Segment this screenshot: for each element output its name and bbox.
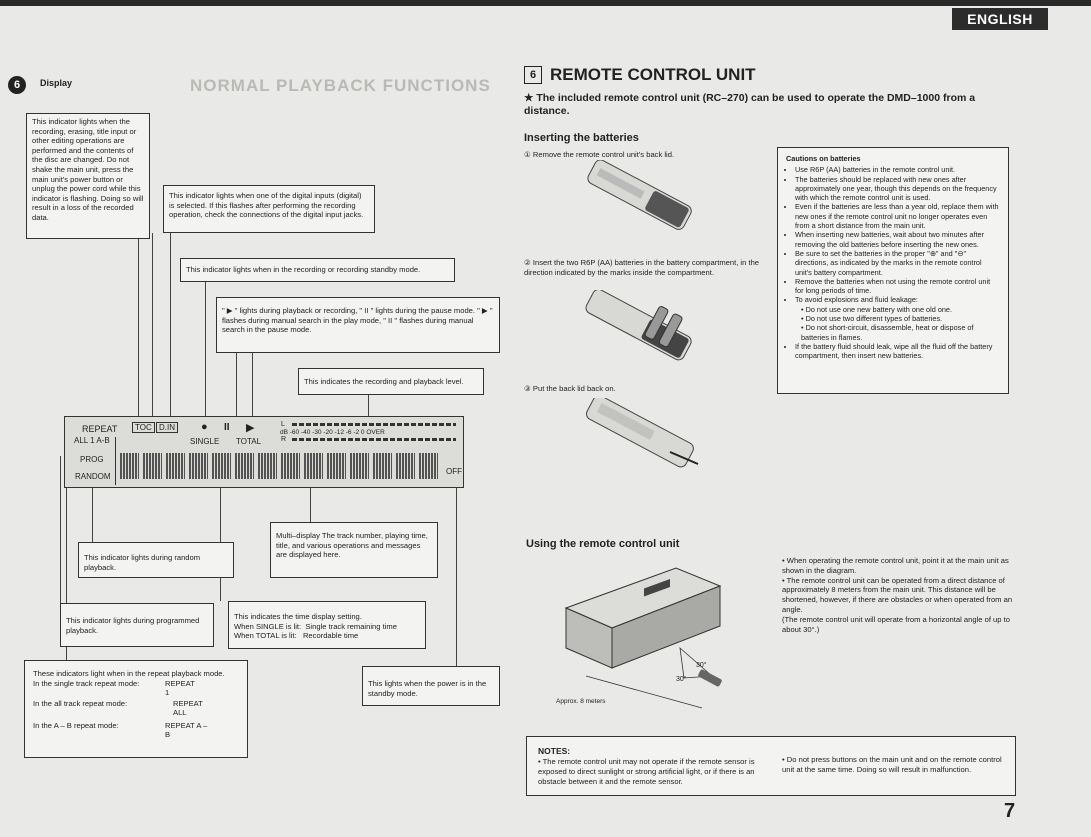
angle-label-top: 30° [696, 662, 707, 669]
multi-display-char [143, 453, 162, 479]
multi-display-note: Multi–display The track number, playing time, title, and various operations and messages are displayed here. [270, 522, 438, 578]
time-display-text: This indicates the time display setting. [234, 612, 362, 621]
multi-display-char [373, 453, 392, 479]
using-item: • The remote control unit can be operated from a direct distance of approximately 8 meters from the main unit. This distance will be shortened, however, if there are obstacles or when operated from an angle. [782, 575, 1013, 614]
display-prog-label: PROG [80, 455, 104, 464]
note-item: • Do not press buttons on the main unit and on the remote control unit at the same time. Doing so will result in malfunction. [782, 755, 1002, 774]
multi-display-char [396, 453, 415, 479]
note-item: • The remote control unit may not operate if the remote sensor is exposed to direct sunlight or strong artificial light, or if there is an obstacle between it and the remote sensor. [538, 757, 755, 786]
leader-line [138, 239, 139, 417]
multi-display-char [212, 453, 231, 479]
display-rec-icon: ● [201, 421, 208, 433]
note-item-text: Do not press buttons on the main unit and on the remote control unit at the same time. Doing so will result in malfunction. [782, 755, 1002, 774]
time-single-value: Single track remaining time [305, 621, 397, 631]
remote-lid-removal-illustration [580, 160, 700, 232]
time-total-row [234, 631, 420, 641]
random-note: This indicator lights during random playback. [78, 542, 234, 578]
level-meter-right [292, 438, 456, 441]
repeat-all-row [33, 699, 239, 721]
rec-standby-note: This indicator lights when in the recording or recording standby mode. [180, 258, 455, 282]
multi-display-char [281, 453, 300, 479]
time-single-row [234, 622, 420, 632]
rec-indicator-note: This indicator lights when the recording, erasing, title input or other editing operations are performed and the contents of the disc are changed. Do not shake the main unit, press the main unit's power button or unplug the power cord while this indicator is flashing. Doing so will result in a loss of the recorded data. [26, 113, 150, 239]
leader-line [310, 486, 311, 522]
ghost-title: NORMAL PLAYBACK FUNCTIONS [190, 76, 491, 95]
time-total-value: Recordable time [302, 631, 359, 641]
top-edge-bar [0, 0, 1091, 6]
programmed-note: This indicator lights during programmed playback. [60, 603, 214, 647]
using-item [782, 615, 1014, 635]
caution-item: • Use R6P (AA) batteries in the remote control unit. [795, 165, 1000, 174]
distance-label: Approx. 8 meters [556, 698, 606, 705]
page-number: 7 [1004, 800, 1016, 822]
leader-line [92, 486, 93, 542]
level-meter-left [292, 423, 456, 426]
digital-input-note: This indicator lights when one of the digital inputs (digital) is selected. If this flashes after performing the recording operation, check the connections of the digital input jacks. [163, 185, 375, 233]
repeat-ab-label: In the A – B repeat mode: [33, 720, 119, 730]
standby-note: This lights when the power is in the standby mode. [362, 666, 500, 706]
caution-item: • Be sure to set the batteries in the proper "⊕" and "⊖" directions, as indicated by the marks in the remote control unit's battery compartment. [795, 249, 1000, 277]
using-item: • When operating the remote control unit, point it at the main unit as shown in the diagram. [782, 556, 1009, 575]
multi-display-char [304, 453, 323, 479]
display-l-label: L [281, 421, 285, 428]
caution-item: • The batteries should be replaced with new ones after approximately one year, though this depends on the frequency with which the remote control unit is used. [795, 175, 1000, 203]
display-random-label: RANDOM [75, 472, 111, 481]
time-total-label: When TOTAL is lit: [234, 631, 297, 641]
display-pause-icon: II [224, 422, 230, 433]
display-heading: Display [40, 78, 73, 88]
inserting-heading: Inserting the batteries [524, 132, 639, 144]
remote-operation-diagram [552, 556, 762, 716]
leader-line [368, 395, 369, 417]
remote-section-number: 6 [524, 66, 542, 84]
note-item-text: The remote control unit may not operate if the remote sensor is exposed to direct sunlight or strong artificial light, or if there is an obstacle between it and the remote sensor. [538, 757, 755, 786]
leader-line [152, 233, 153, 417]
repeat-single-row [33, 679, 239, 699]
step-1: ① Remove the remote control unit's back lid. [524, 150, 675, 159]
play-pause-note: " ▶ " lights during playback or recording, " II " lights during the pause mode. " ▶ " flashes during manual search in the play mode, " II " flashes during manual search in the pause mode. [216, 297, 500, 353]
display-play-icon: ▶ [246, 422, 255, 434]
multi-display-char [120, 453, 139, 479]
time-display-note [228, 601, 426, 649]
remote-lid-replace-illustration [578, 398, 708, 470]
repeat-single-value: REPEAT 1 [165, 678, 195, 698]
remote-battery-insert-illustration [578, 290, 708, 364]
cautions-box [777, 147, 1009, 394]
caution-subitem: • Do not use two different types of batteries. [801, 314, 943, 324]
display-repeat-label: REPEAT [82, 424, 118, 434]
language-tab: ENGLISH [952, 8, 1048, 30]
multi-display-char [189, 453, 208, 479]
repeat-ab-row [33, 721, 239, 741]
caution-item: • Remove the batteries when not using the remote control unit for long periods of time. [795, 277, 1000, 296]
section-number-badge: 6 [8, 76, 26, 94]
multi-display-char [235, 453, 254, 479]
level-note: This indicates the recording and playback level. [298, 368, 484, 395]
using-text [782, 556, 1014, 634]
caution-subitem: • Do not use one new battery with one old one. [801, 304, 953, 314]
multi-display-char [350, 453, 369, 479]
repeat-all-label: In the all track repeat mode: [33, 698, 128, 708]
caution-item: • To avoid explosions and fluid leakage: [795, 295, 1000, 304]
multi-display-char [258, 453, 277, 479]
display-toc-label: TOC [132, 422, 155, 433]
using-item-text: The remote control unit can be operated from a direct distance of approximately 8 meters from the main unit. This distance will be shortened, however, if there are obstacles or when operated from an angle. [782, 575, 1013, 614]
leader-line [205, 282, 206, 417]
repeat-note [24, 660, 248, 758]
leader-line [456, 480, 457, 666]
step-2: ② Insert the two R6P (AA) batteries in the battery compartment, in the direction indicated by the marks inside the compartment. [524, 258, 760, 277]
remote-intro: ★ The included remote control unit (RC–270) can be used to operate the DMD–1000 from a distance. [524, 92, 976, 117]
display-single-label: SINGLE [190, 437, 220, 446]
leader-line [60, 456, 61, 604]
using-item-text: (The remote control unit will operate from a horizontal angle of up to about 30°.) [782, 614, 1010, 634]
caution-item: • When inserting new batteries, wait about two minutes after removing the old batteries before inserting the new ones. [795, 230, 1000, 249]
leader-line [252, 353, 253, 417]
multi-display-char [166, 453, 185, 479]
multi-display-char [419, 453, 438, 479]
repeat-all-value: REPEAT ALL [173, 698, 203, 718]
display-db-scale: dB -60 -40 -30 -20 -12 -6 -2 0 OVER [280, 429, 385, 436]
cautions-title: Cautions on batteries [786, 154, 861, 163]
using-heading: Using the remote control unit [526, 538, 680, 550]
display-r-label: R [281, 436, 287, 443]
caution-item: • Even if the batteries are less than a year old, replace them with new ones if the remote control unit no longer operates even from a short distance from the main unit. [795, 202, 1000, 230]
remote-section-title: REMOTE CONTROL UNIT [550, 65, 756, 84]
repeat-intro: These indicators light when in the repeat playback mode. [33, 669, 225, 678]
leader-line [236, 353, 237, 417]
display-off-label: OFF [446, 467, 462, 476]
display-total-label: TOTAL [236, 437, 262, 446]
leader-line [170, 233, 171, 417]
angle-label-bottom: 30° [676, 676, 687, 683]
time-single-label: When SINGLE is lit: [234, 621, 302, 631]
step-3: ③ Put the back lid back on. [524, 384, 616, 393]
using-item-text: When operating the remote control unit, point it at the main unit as shown in the diagram. [782, 556, 1009, 575]
repeat-ab-value: REPEAT A – B [165, 720, 208, 740]
caution-item: • If the battery fluid should leak, wipe all the fluid off the battery compartment, then insert new batteries. [795, 342, 1000, 361]
display-all-1-ab-label: ALL 1 A-B [74, 436, 110, 445]
caution-subitem: • Do not short-circuit, disassemble, heat or dispose of batteries in flames. [801, 323, 974, 342]
repeat-single-label: In the single track repeat mode: [33, 678, 140, 688]
multi-display-char [327, 453, 346, 479]
display-din-label: D.IN [156, 422, 178, 433]
notes-title: NOTES: [538, 746, 571, 756]
